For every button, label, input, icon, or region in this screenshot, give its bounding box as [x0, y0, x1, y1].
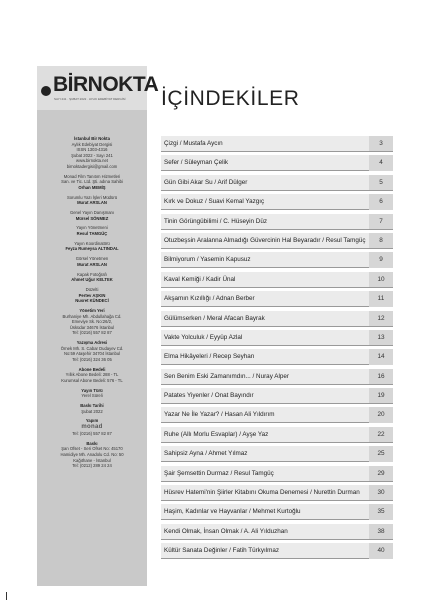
- toc-entry-page: 11: [369, 291, 393, 306]
- toc-entry-title: Haşim, Kadınlar ve Hayvanlar / Mehmet Kurtoğlu: [164, 508, 301, 516]
- toc-entry[interactable]: [161, 194, 393, 210]
- info-line: Emeviye Sk. No:26/2,: [71, 319, 113, 325]
- toc-entry-page: 30: [369, 485, 393, 500]
- toc-entry-page: 14: [369, 349, 393, 364]
- magazine-logo: [37, 66, 159, 110]
- info-line: Düzelti: [85, 286, 99, 292]
- toc-entry-page: 19: [369, 388, 393, 403]
- toc-entry-title: Patates Yiyenler / Onat Bayındır: [164, 392, 254, 400]
- toc-entry-title: Elma Hikâyeleri / Recep Seyhan: [164, 353, 255, 361]
- info-line: Murat ARSLAN: [77, 200, 107, 206]
- toc-entry-title: Tinin Görüngübilimi / C. Hüseyin Düz: [164, 217, 268, 225]
- info-line: Şubat 2022 - Sayı 241: [71, 152, 113, 158]
- info-line: Yerel Süreli: [81, 393, 103, 399]
- toc-entry-title: Kendi Olmak, İnsan Olmak / A. Ali Yılduzhan: [164, 527, 288, 535]
- toc-entry-title: Hüsrev Hatemi'nin Şiirler Kitabını Okuma Denemesi / Nurettin Durman: [164, 489, 360, 497]
- toc-entry[interactable]: [161, 543, 393, 559]
- toc-entry-title: Sefer / Süleyman Çelik: [164, 159, 229, 167]
- toc-entry-title: Otuzbeşsin Aralanna Almadığı Güvercinin Hal Beyaradır / Resul Tamgüç: [164, 236, 366, 244]
- info-line: Tel: (0216) 557 82 87: [72, 430, 112, 436]
- masthead-info: [37, 136, 147, 469]
- info-line: Aylık Edebiyat Dergisi: [71, 141, 113, 147]
- info-line: Tel: (0216) 324 36 05: [72, 356, 112, 362]
- toc-entry-title: Akşamın Kızıllığı / Adnan Berber: [164, 295, 255, 303]
- info-line: İstanbul Bir Nokta: [74, 136, 110, 141]
- table-of-contents: [161, 136, 393, 563]
- info-line: Tel: (0216) 557 82 87: [72, 330, 112, 336]
- info-line: Baskı Tarihi: [80, 403, 104, 408]
- masthead-sidebar: [37, 66, 159, 586]
- info-line: No:59 Ataşehir 34704 İstanbul: [63, 351, 121, 357]
- info-line: Sorumlu Yazı İşleri Müdürü: [66, 194, 118, 200]
- toc-entry-title: Şair Şemsettin Durmaz / Resul Tamgüç: [164, 469, 274, 477]
- toc-entry-page: 20: [369, 407, 393, 422]
- info-line: Üsküdar 34676 İstanbul: [69, 324, 115, 330]
- info-line: Yapım: [85, 418, 99, 424]
- toc-entry[interactable]: [161, 291, 393, 307]
- info-line: Örnek Mh. S. Cabar Dudayev Cd.: [60, 345, 124, 351]
- toc-entry-page: 4: [369, 155, 393, 170]
- toc-entry-title: Sen Benim Eski Zamanımdın... / Nuray Alper: [164, 372, 289, 380]
- toc-entry[interactable]: [161, 311, 393, 327]
- toc-entry-page: 8: [369, 233, 393, 248]
- info-line: Şan Ofset - Seri Ofset No: 45170: [61, 446, 123, 452]
- toc-entry[interactable]: [161, 252, 393, 268]
- info-line: Mürsel SÖNMEZ: [75, 215, 109, 221]
- toc-entry[interactable]: [161, 466, 393, 482]
- logo-dot-icon: [41, 86, 51, 96]
- info-line: ISSN 1303-4316: [76, 147, 108, 153]
- toc-entry-title: Kültür Sanata Değinler / Fatih Türkyılmaz: [164, 547, 280, 555]
- toc-entry[interactable]: [161, 369, 393, 385]
- toc-entry-page: 6: [369, 194, 393, 209]
- toc-entry-title: Gün Gibi Akar Su / Arif Dülger: [164, 178, 248, 186]
- info-line: San. ve Tic. Ltd. Şti. adına Sahibi: [61, 179, 123, 185]
- toc-entry-page: 10: [369, 272, 393, 287]
- toc-entry-page: 29: [369, 466, 393, 481]
- info-line: Yayın Yönetmeni: [76, 225, 108, 231]
- info-line: www.birnokta.net: [76, 158, 108, 164]
- toc-entry[interactable]: [161, 330, 393, 346]
- info-line: Tel: (0212) 289 24 24: [72, 463, 112, 469]
- toc-entry[interactable]: [161, 136, 393, 152]
- crop-mark: [6, 592, 7, 600]
- info-line: Şubat 2022: [81, 408, 103, 414]
- toc-entry-page: 22: [369, 427, 393, 442]
- toc-entry[interactable]: [161, 349, 393, 365]
- toc-entry-title: Kırk ve Dokuz / Suavi Kemal Yazgıç: [164, 198, 265, 206]
- page-title: İÇİNDEKİLER: [161, 87, 300, 110]
- info-line: Murat ARSLAN: [77, 261, 107, 267]
- toc-entry-page: 5: [369, 175, 393, 190]
- info-line: Monad Film Tanıtım Hizmetleri: [63, 173, 121, 179]
- info-line: Abone Bedeli: [78, 366, 106, 372]
- info-line: Kağıthane - İstanbul: [73, 457, 111, 463]
- info-line: Baskı: [86, 440, 98, 446]
- info-line: Görsel Yönetmen: [75, 256, 109, 262]
- toc-entry-title: Kaval Kemiği / Kadir Ünal: [164, 275, 236, 283]
- toc-entry[interactable]: [161, 446, 393, 462]
- info-line: Yönetim Yeri: [79, 307, 105, 313]
- toc-entry[interactable]: [161, 524, 393, 540]
- info-line: Genel Yayın Danışmanı: [69, 210, 115, 216]
- toc-entry[interactable]: [161, 155, 393, 171]
- toc-entry-title: Gülümserken / Meral Afacan Bayrak: [164, 314, 265, 322]
- info-line: birnoktadergisi@gmail.com: [66, 163, 118, 169]
- toc-entry-page: 9: [369, 252, 393, 267]
- info-line: Yayın Koordinatörü: [74, 240, 110, 246]
- toc-entry-page: 40: [369, 543, 393, 558]
- toc-entry-page: 35: [369, 504, 393, 519]
- toc-entry-title: Vakte Yolculuk / Eyyüp Azlal: [164, 333, 243, 341]
- info-line: Resul TAMGÜÇ: [76, 231, 108, 237]
- toc-entry-page: 25: [369, 446, 393, 461]
- info-line: Yıllık Abone Bedeli: 288 - TL: [65, 372, 119, 378]
- info-line: Yazışma Adresi: [76, 340, 108, 346]
- toc-entry-title: Ruhe (Allı Morlu Esvaplar) / Ayşe Yaz: [164, 430, 269, 438]
- logo-name: BİRNOKTA: [53, 73, 159, 96]
- toc-entry[interactable]: [161, 175, 393, 191]
- info-line: Yayın Türü: [81, 387, 103, 393]
- info-line: Hamidiye Mh. Anadolu Cd. No: 50: [60, 451, 124, 457]
- info-line: Kapak Fotoğrafı: [77, 271, 107, 277]
- toc-entry-page: 13: [369, 330, 393, 345]
- toc-entry-page: 16: [369, 369, 393, 384]
- toc-entry-title: Yazar Ne İle Yazar? / Hasan Ali Yıldırım: [164, 411, 275, 419]
- info-line: Kurumsal Abone Bedeli: 576 - TL: [61, 377, 123, 383]
- info-line: Orhan MEMİŞ: [78, 184, 106, 190]
- logo-subtitle: SAYI 241 · ŞUBAT 2022 · AYLIK EDEBİYAT DERGİSİ: [54, 97, 126, 101]
- toc-entry[interactable]: [161, 504, 393, 520]
- toc-entry[interactable]: [161, 214, 393, 230]
- toc-entry-page: 7: [369, 214, 393, 229]
- info-line: Ahmet Uğur KELTEK: [71, 277, 113, 283]
- producer-logo: monad: [81, 423, 103, 430]
- info-line: Burhaniye Mh. Abdullahağa Cd.: [62, 313, 122, 319]
- toc-entry[interactable]: [161, 388, 393, 404]
- toc-entry-title: Sahipsiz Ayna / Ahmet Yılmaz: [164, 450, 248, 458]
- toc-entry-page: 3: [369, 136, 393, 151]
- toc-entry[interactable]: [161, 233, 393, 249]
- toc-entry-title: Bilmiyorum / Yasemin Kapusuz: [164, 256, 251, 264]
- toc-entry[interactable]: [161, 407, 393, 423]
- toc-entry[interactable]: [161, 485, 393, 501]
- toc-entry-title: Çizgi / Mustafa Aycın: [164, 140, 223, 147]
- info-line: Feyza Rumeysa ALTINDAL: [65, 246, 119, 252]
- toc-entry-page: 38: [369, 524, 393, 539]
- info-line: Pertev AŞKIN: [78, 292, 106, 298]
- info-line: Nusret KÜNDECİ: [75, 298, 109, 304]
- toc-entry[interactable]: [161, 427, 393, 443]
- toc-entry-page: 12: [369, 311, 393, 326]
- toc-entry[interactable]: [161, 272, 393, 288]
